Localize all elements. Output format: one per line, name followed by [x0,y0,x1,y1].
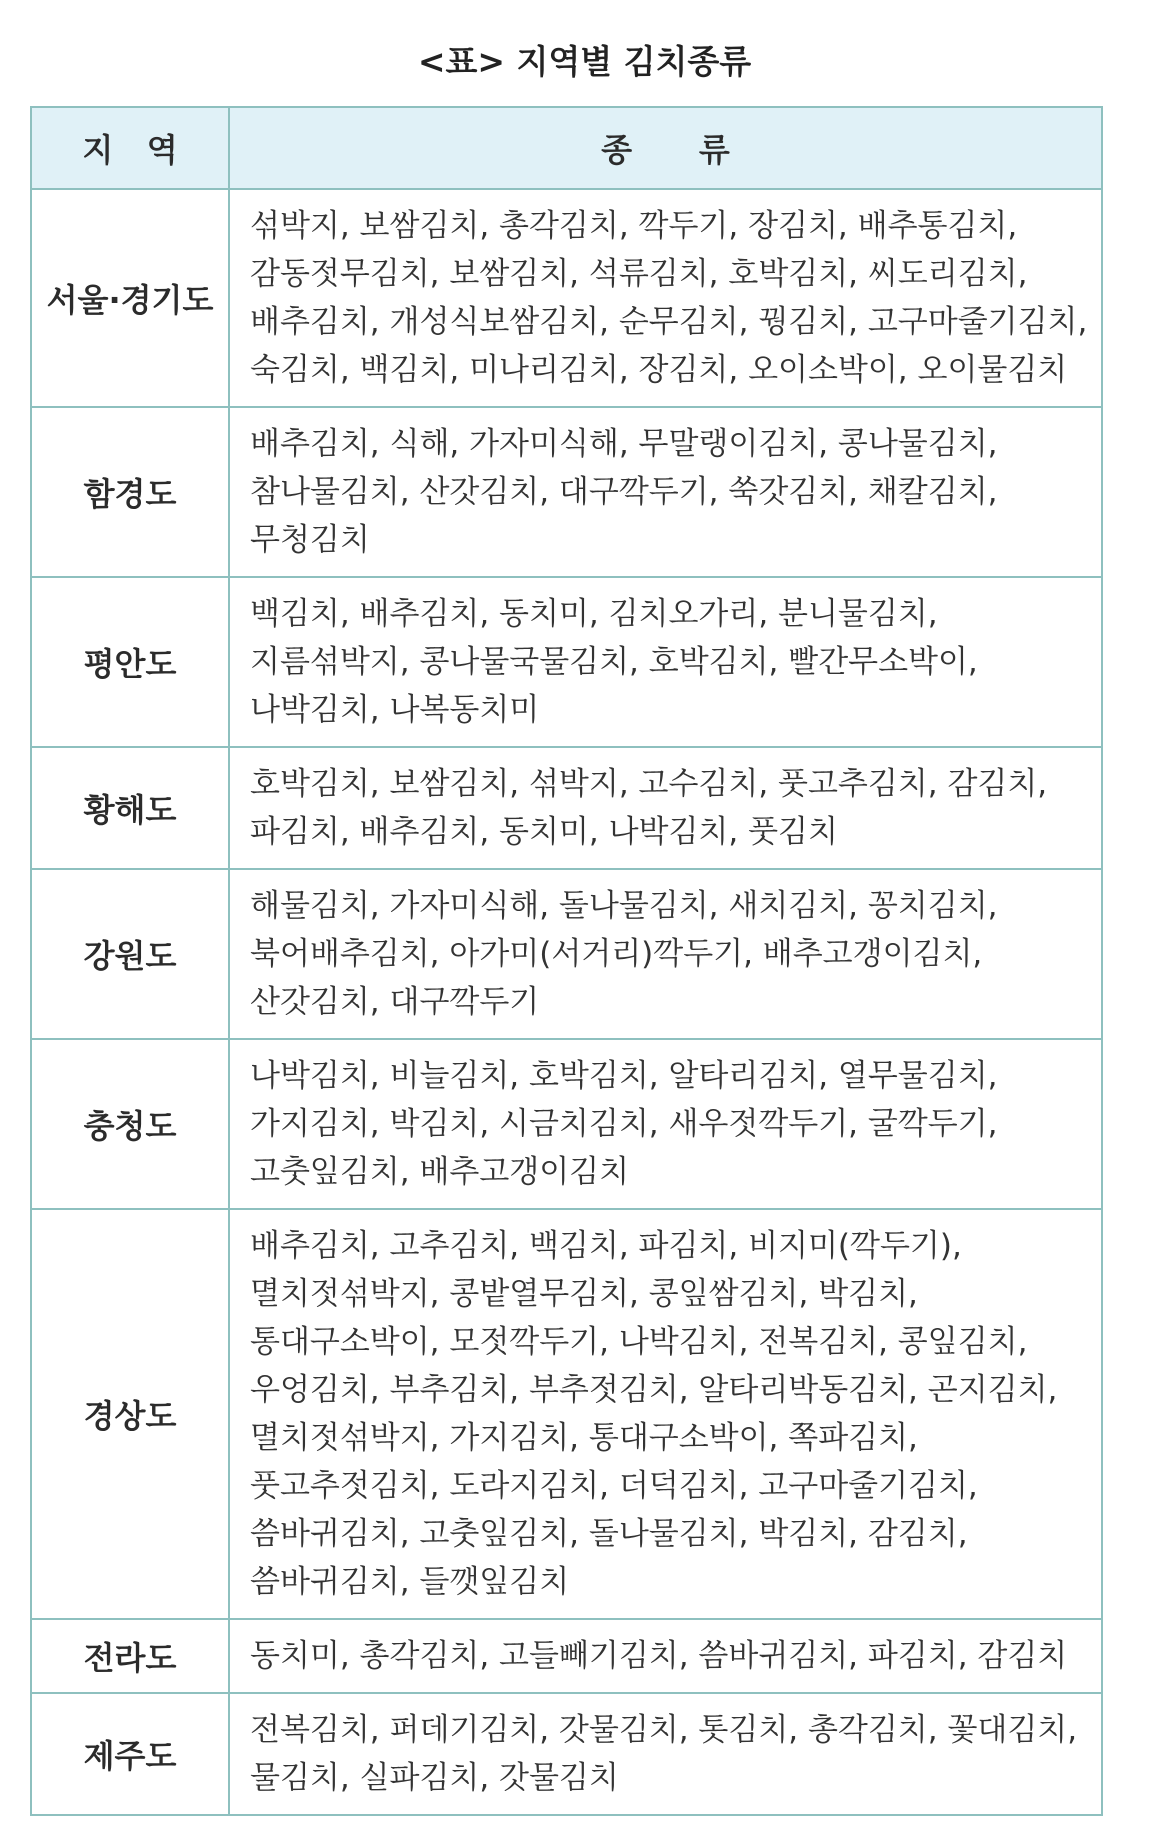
table-row [31,1209,1102,1619]
region-cell: 강원도 [31,869,229,1039]
table-row [31,1693,1102,1815]
kinds-cell: 배추김치, 식해, 가자미식해, 무말랭이김치, 콩나물김치, 참나물김치, 산갓김치, 대구깍두기, 쑥갓김치, 채칼김치, 무청김치 [229,407,1102,577]
region-cell: 전라도 [31,1619,229,1693]
kinds-cell: 해물김치, 가자미식해, 돌나물김치, 새치김치, 꽁치김치, 북어배추김치, 아가미(서거리)깍두기, 배추고갱이김치, 산갓김치, 대구깍두기 [229,869,1102,1039]
kinds-cell: 섞박지, 보쌈김치, 총각김치, 깍두기, 장김치, 배추통김치, 감동젓무김치, 보쌈김치, 석류김치, 호박김치, 씨도리김치, 배추김치, 개성식보쌈김치, 순무김치, 꿩김치, 고구마줄기김치, 숙김치, 백김치, 미나리김치, 장김치, 오이소박이, 오이물김치 [229,189,1102,407]
table-row [31,407,1102,577]
kinds-cell: 동치미, 총각김치, 고들빼기김치, 씀바귀김치, 파김치, 감김치 [229,1619,1102,1693]
header-kinds: 종 류 [229,107,1102,189]
table-row [31,747,1102,869]
region-cell: 경상도 [31,1209,229,1619]
table-row [31,1039,1102,1209]
kinds-cell: 배추김치, 고추김치, 백김치, 파김치, 비지미(깍두기), 멸치젓섞박지, 콩밭열무김치, 콩잎쌈김치, 박김치, 통대구소박이, 모젓깍두기, 나박김치, 전복김치, 콩잎김치, 우엉김치, 부추김치, 부추젓김치, 알타리박동김치, 곤지김치, 멸치젓섞박지, 가지김치, 통대구소박이, 쪽파김치, 풋고추젓김치, 도라지김치, 더덕김치, 고구마줄기김치, 씀바귀김치, 고춧잎김치, 돌나물김치, 박김치, 감김치, 씀바귀김치, 들깻잎김치 [229,1209,1102,1619]
table-row [31,1619,1102,1693]
region-cell: 함경도 [31,407,229,577]
kimchi-table [30,106,1103,1816]
kinds-cell: 전복김치, 퍼데기김치, 갓물김치, 톳김치, 총각김치, 꽃대김치, 물김치, 실파김치, 갓물김치 [229,1693,1102,1815]
kinds-cell: 호박김치, 보쌈김치, 섞박지, 고수김치, 풋고추김치, 감김치, 파김치, 배추김치, 동치미, 나박김치, 풋김치 [229,747,1102,869]
table-caption: <표> 지역별 김치종류 [417,42,752,81]
region-cell: 황해도 [31,747,229,869]
table-row [31,869,1102,1039]
kinds-cell: 나박김치, 비늘김치, 호박김치, 알타리김치, 열무물김치, 가지김치, 박김치, 시금치김치, 새우젓깍두기, 굴깍두기, 고춧잎김치, 배추고갱이김치 [229,1039,1102,1209]
header-region: 지 역 [31,107,229,189]
region-cell: 충청도 [31,1039,229,1209]
table-header-row [31,107,1102,189]
kinds-cell: 백김치, 배추김치, 동치미, 김치오가리, 분니물김치, 지름섞박지, 콩나물국물김치, 호박김치, 빨간무소박이, 나박김치, 나복동치미 [229,577,1102,747]
region-cell: 제주도 [31,1693,229,1815]
table-row [31,577,1102,747]
region-cell: 평안도 [31,577,229,747]
table-row [31,189,1102,407]
region-cell: 서울·경기도 [31,189,229,407]
